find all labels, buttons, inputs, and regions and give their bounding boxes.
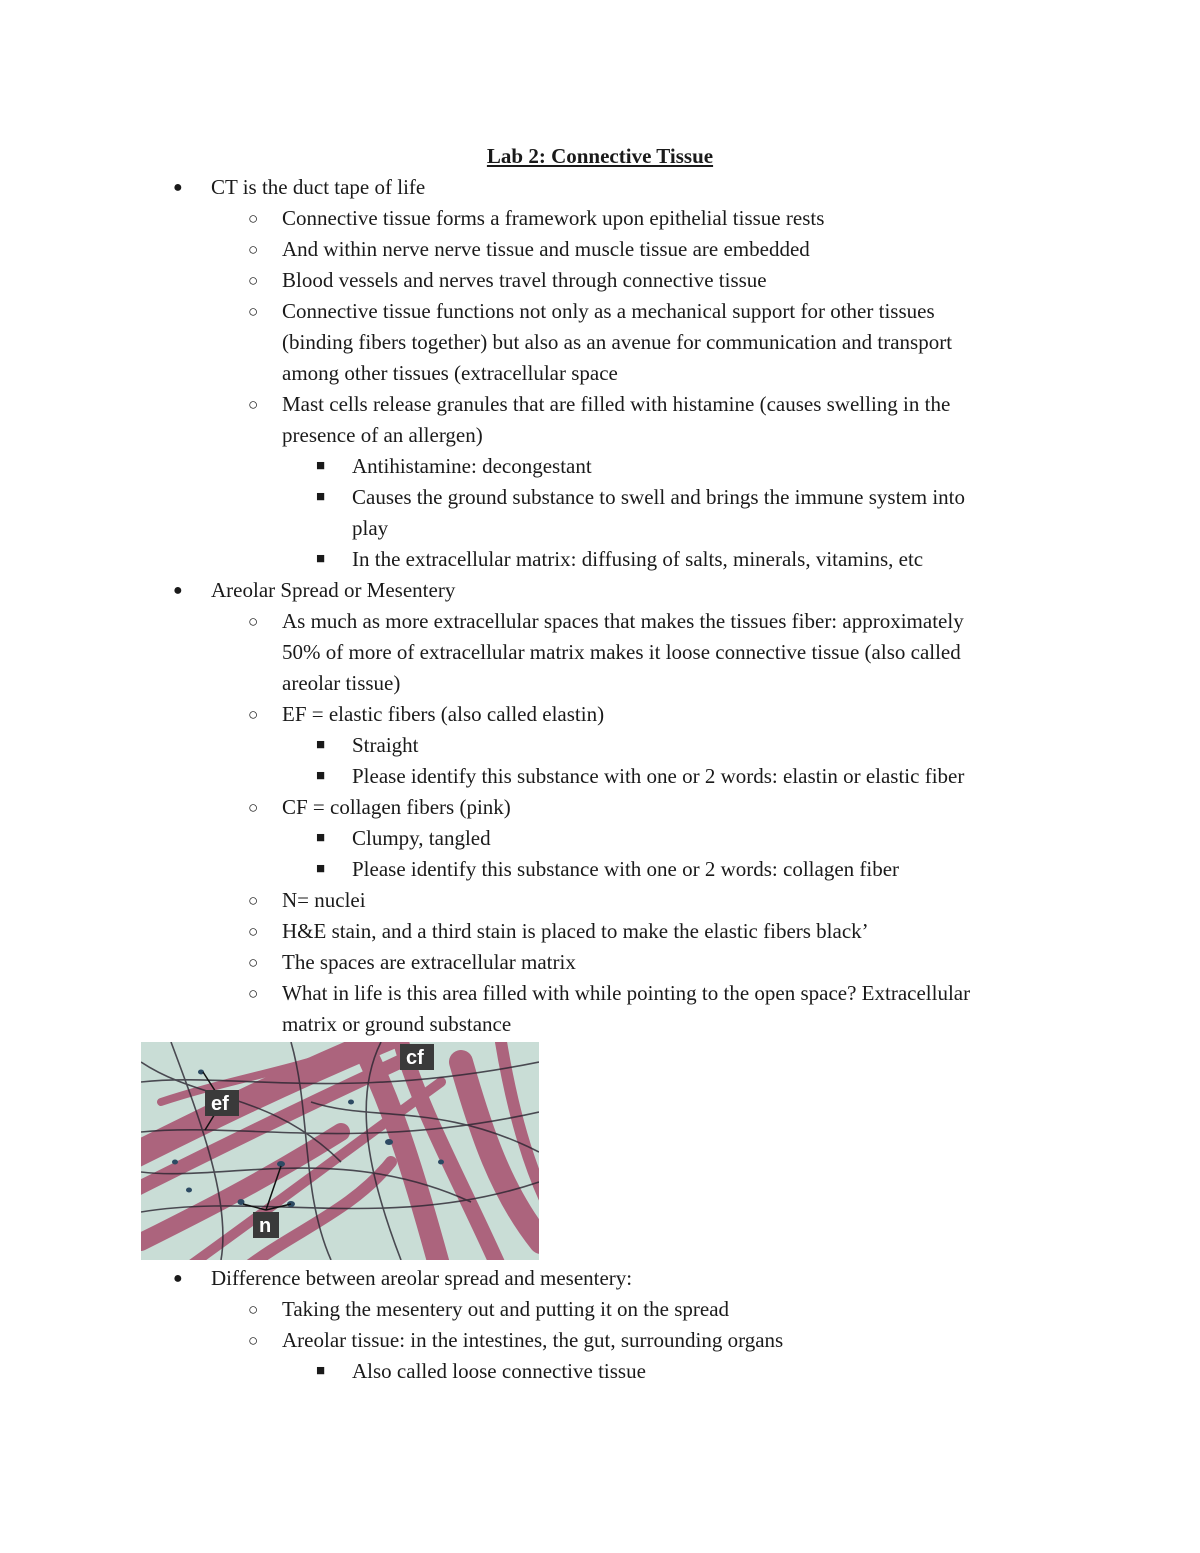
- bullet-level1: ●: [173, 1270, 183, 1287]
- bullet-level2: ○: [248, 240, 259, 259]
- micrograph-image: [141, 1042, 539, 1260]
- section3-heading: Difference between areolar spread and mesentery:: [211, 1266, 633, 1290]
- list-item: The spaces are extracellular matrix: [282, 950, 576, 974]
- list-item: CF = collagen fibers (pink): [282, 795, 511, 819]
- bullet-level3: ■: [316, 768, 326, 784]
- bullet-level2: ○: [248, 612, 259, 631]
- bullet-level3: ■: [316, 830, 326, 846]
- label-ef-text: ef: [211, 1093, 229, 1115]
- list-item: Connective tissue functions not only as a mechanical support for other tissues: [282, 299, 935, 323]
- bullet-level2: ○: [248, 984, 259, 1003]
- label-n: [253, 1212, 279, 1238]
- bullet-level3: ■: [316, 551, 326, 567]
- sub-list-item: Please identify this substance with one or 2 words: elastin or elastic fiber: [352, 764, 965, 788]
- sub-list-item: In the extracellular matrix: diffusing of salts, minerals, vitamins, etc: [352, 547, 924, 571]
- list-item: Connective tissue forms a framework upon epithelial tissue rests: [282, 206, 825, 230]
- label-cf: [400, 1044, 434, 1070]
- list-item-continuation: areolar tissue): [282, 671, 401, 695]
- page-title: Lab 2: Connective Tissue: [486, 144, 714, 168]
- bullet-level2: ○: [248, 891, 259, 910]
- bullet-level3: ■: [316, 861, 326, 877]
- list-item-continuation: presence of an allergen): [282, 423, 483, 447]
- list-item: H&E stain, and a third stain is placed to make the elastic fibers black’: [282, 919, 869, 943]
- list-item: EF = elastic fibers (also called elastin): [282, 702, 605, 726]
- list-item: Areolar tissue: in the intestines, the gut, surrounding organs: [282, 1328, 784, 1352]
- bullet-level3: ■: [316, 458, 326, 474]
- bullet-level2: ○: [248, 798, 259, 817]
- list-item-continuation: matrix or ground substance: [282, 1012, 512, 1036]
- list-item: As much as more extracellular spaces that makes the tissues fiber: approximately: [282, 609, 964, 633]
- list-item-continuation: (binding fibers together) but also as an avenue for communication and transport: [282, 330, 953, 354]
- bullet-level2: ○: [248, 395, 259, 414]
- list-item: N= nuclei: [282, 888, 366, 912]
- bullet-level2: ○: [248, 1331, 259, 1350]
- sub-list-item: Antihistamine: decongestant: [352, 454, 592, 478]
- sub-list-item-continuation: play: [352, 516, 389, 540]
- bullet-level2: ○: [248, 271, 259, 290]
- list-item: Blood vessels and nerves travel through connective tissue: [282, 268, 767, 292]
- bullet-level2: ○: [248, 209, 259, 228]
- bullet-level3: ■: [316, 737, 326, 753]
- bullet-level2: ○: [248, 922, 259, 941]
- sub-list-item: Please identify this substance with one or 2 words: collagen fiber: [352, 857, 900, 881]
- bullet-level1: ●: [173, 179, 183, 196]
- label-ef: [205, 1090, 239, 1116]
- label-cf-text: cf: [406, 1047, 424, 1069]
- bullet-level2: ○: [248, 953, 259, 972]
- bullet-level2: ○: [248, 1300, 259, 1319]
- list-item: And within nerve nerve tissue and muscle tissue are embedded: [282, 237, 810, 261]
- label-n-text: n: [259, 1215, 272, 1237]
- sub-list-item: Clumpy, tangled: [352, 826, 491, 850]
- list-item-continuation: 50% of more of extracellular matrix makes it loose connective tissue (also called: [282, 640, 961, 664]
- bullet-level1: ●: [173, 582, 183, 599]
- bullet-level3: ■: [316, 489, 326, 505]
- list-item: Taking the mesentery out and putting it on the spread: [282, 1297, 730, 1321]
- section2-heading: Areolar Spread or Mesentery: [211, 578, 456, 602]
- bullet-level2: ○: [248, 302, 259, 321]
- sub-list-item: Causes the ground substance to swell and brings the immune system into: [352, 485, 965, 509]
- bullet-level2: ○: [248, 705, 259, 724]
- sub-list-item: Straight: [352, 733, 419, 757]
- section1-heading: CT is the duct tape of life: [211, 175, 426, 199]
- sub-list-item: Also called loose connective tissue: [352, 1359, 646, 1383]
- list-item: What in life is this area filled with while pointing to the open space? Extracellular: [282, 981, 971, 1005]
- list-item-continuation: among other tissues (extracellular space: [282, 361, 618, 385]
- bullet-level3: ■: [316, 1363, 326, 1379]
- list-item: Mast cells release granules that are filled with histamine (causes swelling in the: [282, 392, 951, 416]
